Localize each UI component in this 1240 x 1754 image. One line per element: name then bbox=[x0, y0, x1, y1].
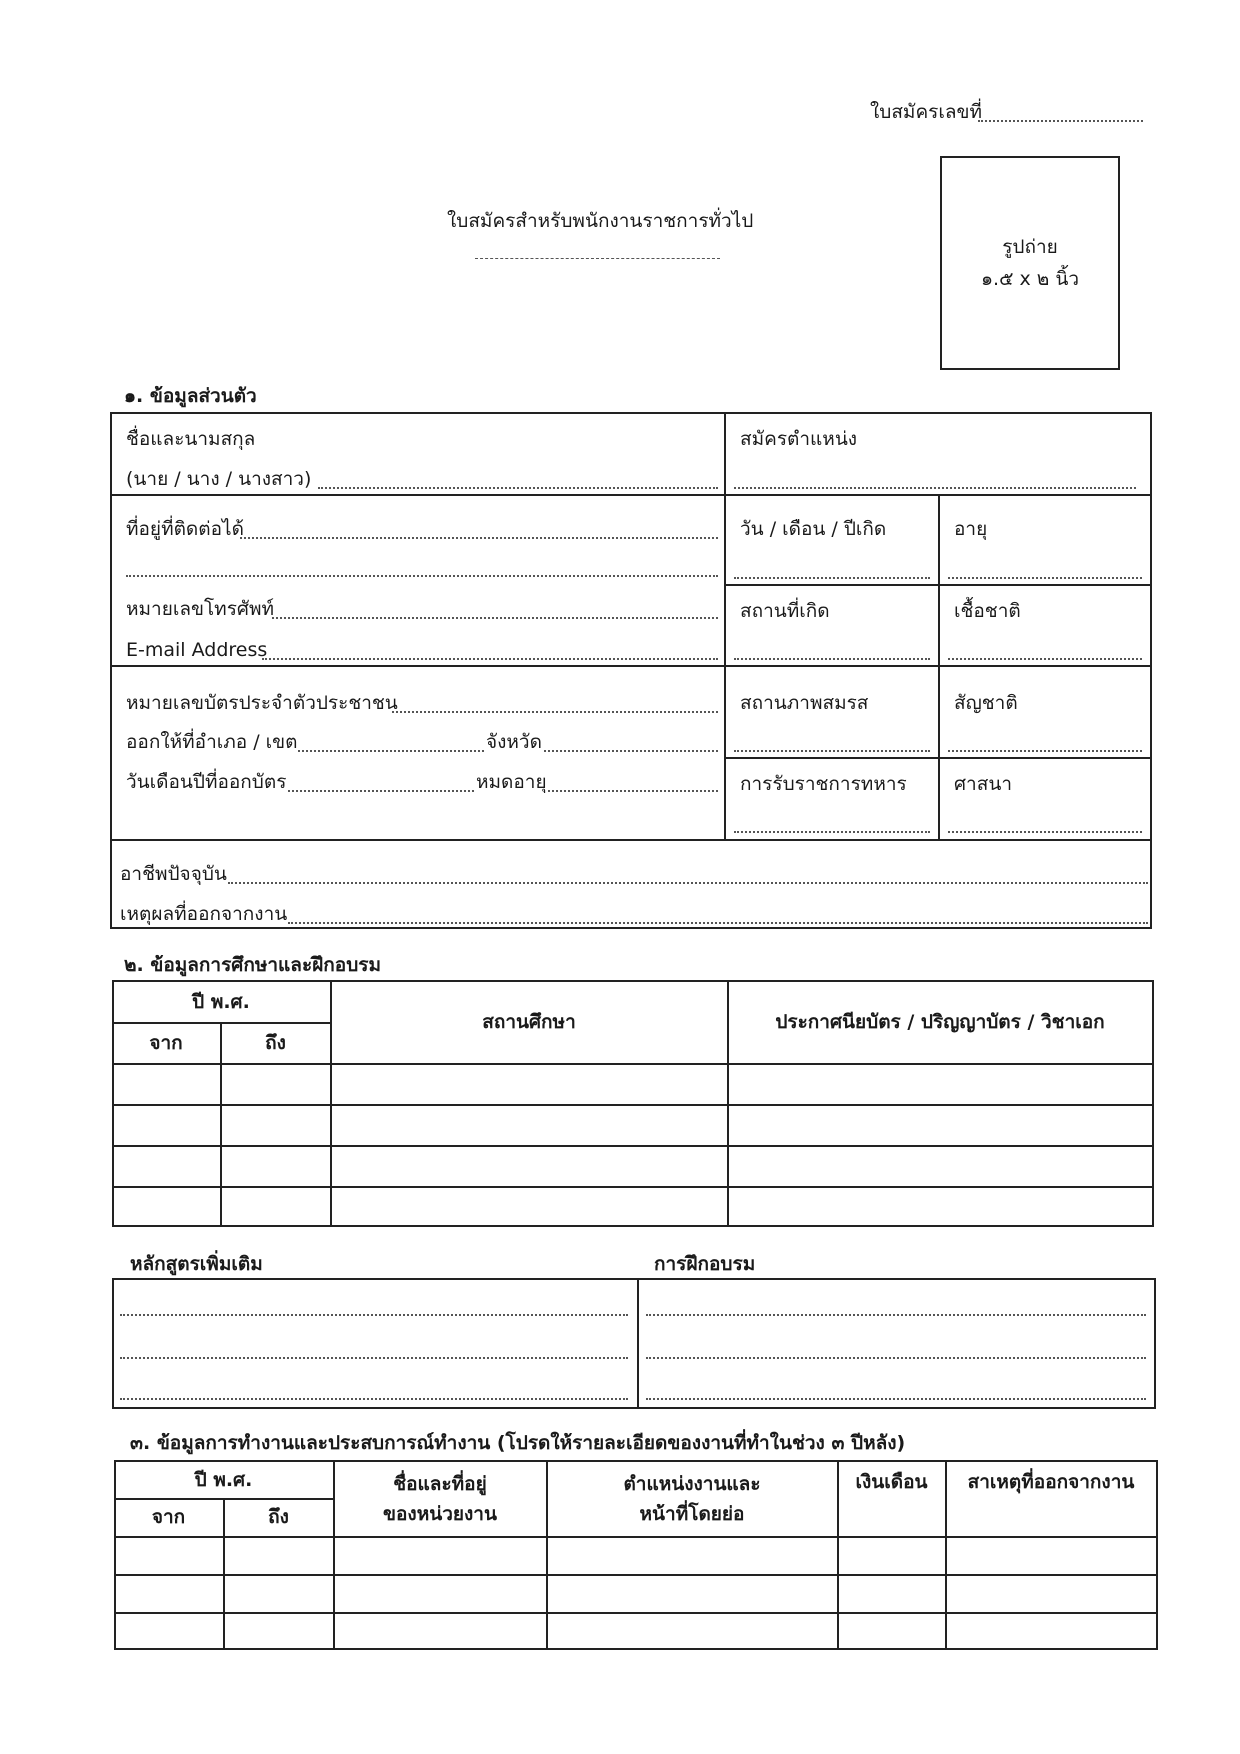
work-to-header: ถึง bbox=[268, 1506, 289, 1529]
table-row bbox=[112, 1145, 1154, 1147]
address-field-2[interactable] bbox=[126, 575, 718, 577]
column-divider bbox=[637, 1278, 639, 1409]
issue-date-field[interactable] bbox=[288, 790, 474, 792]
marital-field[interactable] bbox=[734, 750, 930, 752]
marital-label: สถานภาพสมรส bbox=[740, 692, 869, 714]
extra-courses-field-3[interactable] bbox=[120, 1398, 628, 1400]
birthplace-label: สถานที่เกิด bbox=[740, 600, 830, 622]
photo-size-label: ๑.๕ x ๒ นิ้ว bbox=[980, 268, 1080, 290]
military-field[interactable] bbox=[734, 831, 930, 833]
military-label: การรับราชการทหาร bbox=[740, 773, 907, 795]
birthdate-field[interactable] bbox=[734, 577, 930, 579]
birthdate-label: วัน / เดือน / ปีเกิด bbox=[740, 518, 887, 540]
issued-at-field[interactable] bbox=[298, 750, 484, 752]
reason-header: สาเหตุที่ออกจากงาน bbox=[967, 1470, 1135, 1493]
section2-title: ๒. ข้อมูลการศึกษาและฝึกอบรม bbox=[124, 954, 381, 976]
header-bottom bbox=[114, 1536, 1158, 1538]
title-underline bbox=[475, 258, 720, 259]
occupation-label: อาชีพปัจจุบัน bbox=[120, 863, 227, 885]
header-bottom bbox=[112, 1063, 1154, 1065]
position-field[interactable] bbox=[734, 487, 1136, 489]
race-field[interactable] bbox=[948, 658, 1142, 660]
year-header: ปี พ.ศ. bbox=[192, 990, 250, 1013]
religion-label: ศาสนา bbox=[954, 773, 1012, 795]
form-title: ใบสมัครสำหรับพนักงานราชการทั่วไป bbox=[447, 210, 754, 232]
from-header: จาก bbox=[149, 1031, 183, 1054]
issued-at-label: ออกให้ที่อำเภอ / เขต bbox=[126, 731, 298, 753]
salary-header: เงินเดือน bbox=[855, 1470, 928, 1493]
nationality-field[interactable] bbox=[948, 750, 1142, 752]
duty-header-line2: หน้าที่โดยย่อ bbox=[639, 1503, 745, 1525]
issue-date-label: วันเดือนปีที่ออกบัตร bbox=[126, 771, 287, 793]
race-label: เชื้อชาติ bbox=[954, 600, 1021, 622]
extra-courses-field-1[interactable] bbox=[120, 1314, 628, 1316]
birthplace-field[interactable] bbox=[734, 658, 930, 660]
name-field[interactable] bbox=[318, 487, 718, 489]
extra-courses-label: หลักสูตรเพิ่มเติม bbox=[130, 1253, 263, 1275]
duty-header bbox=[547, 1462, 837, 1536]
title-options-label: (นาย / นาง / นางสาว) bbox=[126, 468, 312, 490]
photo-box bbox=[940, 156, 1120, 370]
email-label: E-mail Address bbox=[126, 639, 268, 661]
table-row bbox=[112, 1104, 1154, 1106]
org-header-line1: ชื่อและที่อยู่ bbox=[393, 1472, 487, 1495]
training-label: การฝึกอบรม bbox=[654, 1253, 756, 1275]
to-header: ถึง bbox=[265, 1031, 286, 1054]
application-no-label: ใบสมัครเลขที่ bbox=[870, 101, 983, 123]
org-header-line2: ของหน่วยงาน bbox=[383, 1503, 497, 1525]
section3-title: ๓. ข้อมูลการทำงานและประสบการณ์ทำงาน (โปรดให้รายละเอียดของงานที่ทำในช่วง ๓ ปีหลัง) bbox=[130, 1432, 906, 1454]
address-field-1[interactable] bbox=[240, 537, 718, 539]
org-header bbox=[334, 1462, 546, 1536]
phone-field[interactable] bbox=[272, 617, 718, 619]
institution-header: สถานศึกษา bbox=[482, 1011, 576, 1034]
age-field[interactable] bbox=[948, 577, 1142, 579]
column-divider bbox=[724, 412, 726, 839]
courses-training-box bbox=[112, 1278, 1156, 1409]
row-divider bbox=[110, 665, 1152, 667]
occupation-field[interactable] bbox=[228, 882, 1148, 884]
leave-reason-field[interactable] bbox=[288, 922, 1148, 924]
row-divider bbox=[110, 494, 1152, 496]
table-row bbox=[114, 1612, 1158, 1614]
nationality-label: สัญชาติ bbox=[954, 692, 1018, 714]
application-no-field[interactable] bbox=[978, 120, 1143, 122]
province-label: จังหวัด bbox=[486, 731, 542, 753]
religion-field[interactable] bbox=[948, 831, 1142, 833]
row-divider bbox=[110, 839, 1152, 841]
training-field-3[interactable] bbox=[646, 1398, 1146, 1400]
leave-reason-label: เหตุผลที่ออกจากงาน bbox=[120, 903, 288, 925]
table-row bbox=[112, 1186, 1154, 1188]
province-field[interactable] bbox=[544, 750, 718, 752]
age-label: อายุ bbox=[954, 518, 988, 540]
degree-header: ประกาศนียบัตร / ปริญญาบัตร / วิชาเอก bbox=[775, 1011, 1105, 1034]
table-row bbox=[114, 1574, 1158, 1576]
column-divider bbox=[938, 494, 940, 839]
phone-label: หมายเลขโทรศัพท์ bbox=[126, 598, 275, 620]
name-label: ชื่อและนามสกุล bbox=[126, 428, 256, 450]
address-label: ที่อยู่ที่ติดต่อได้ bbox=[126, 518, 244, 540]
training-field-1[interactable] bbox=[646, 1314, 1146, 1316]
expiry-label: หมดอายุ bbox=[476, 771, 547, 793]
position-label: สมัครตำแหน่ง bbox=[740, 428, 858, 450]
training-field-2[interactable] bbox=[646, 1357, 1146, 1359]
email-field[interactable] bbox=[262, 658, 718, 660]
work-year-header: ปี พ.ศ. bbox=[194, 1468, 253, 1491]
duty-header-line1: ตำแหน่งงานและ bbox=[623, 1472, 761, 1495]
extra-courses-field-2[interactable] bbox=[120, 1357, 628, 1359]
photo-label: รูปถ่าย bbox=[1002, 236, 1058, 258]
id-card-label: หมายเลขบัตรประจำตัวประชาชน bbox=[126, 692, 398, 714]
id-card-field[interactable] bbox=[392, 711, 718, 713]
expiry-field[interactable] bbox=[548, 790, 718, 792]
section1-title: ๑. ข้อมูลส่วนตัว bbox=[124, 385, 257, 407]
work-from-header: จาก bbox=[151, 1506, 186, 1529]
